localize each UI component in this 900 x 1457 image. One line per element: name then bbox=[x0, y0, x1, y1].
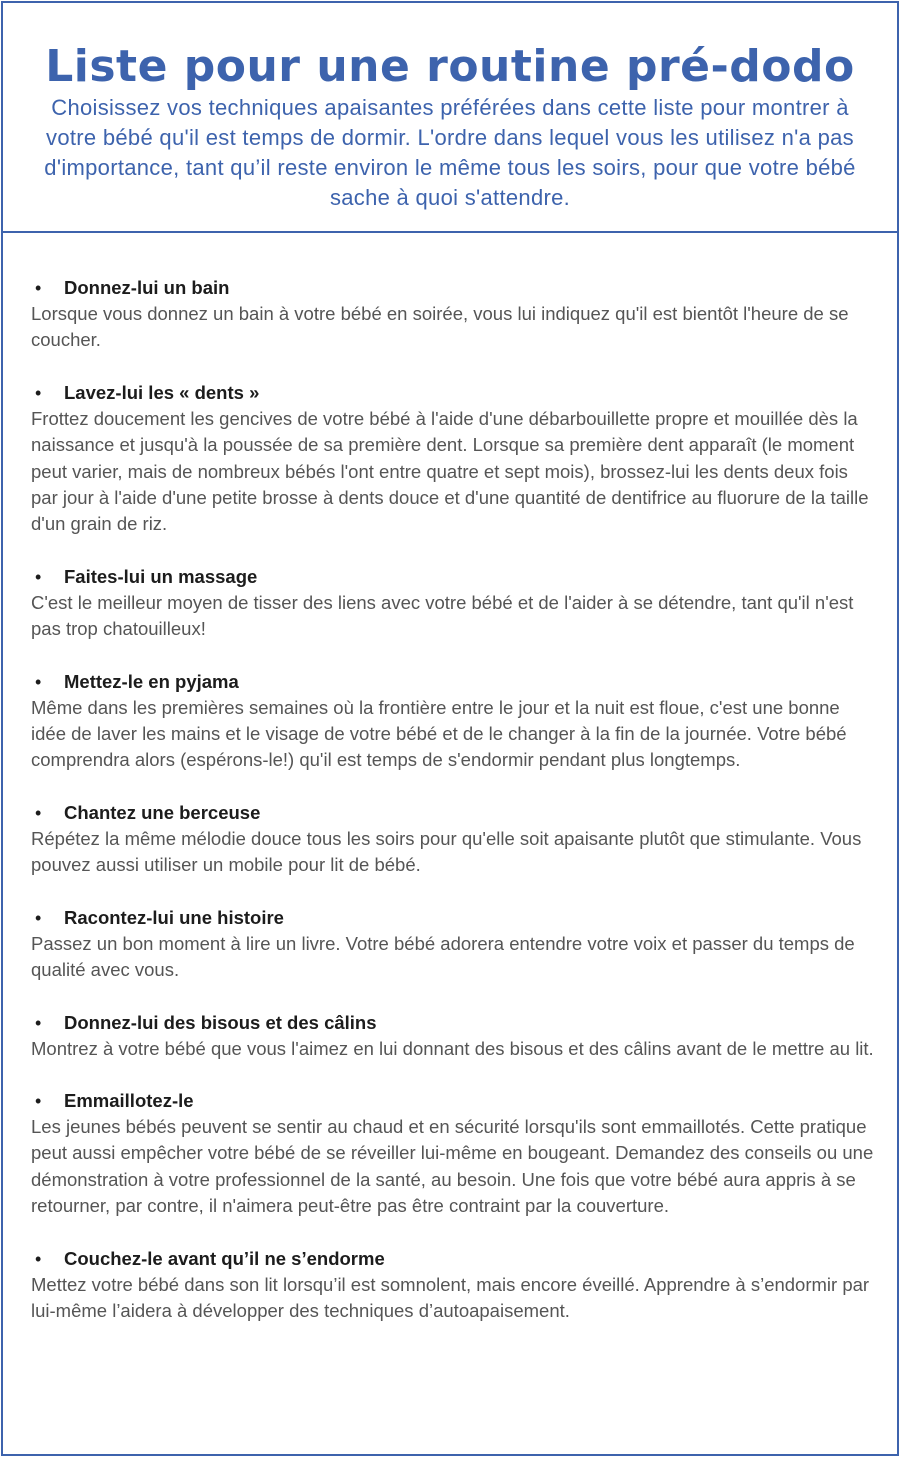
item-description: Frottez doucement les gencives de votre bébé à l'aide d'une débarbouillette propre et mouillée dès la naissance et jusqu'à la poussée de sa première dent. Lorsque sa première dent apparaît (le moment peut varier, mais de nombreux bébés l'ont entre quatre et sept mois), brossez-lui les dents deux fois par jour à l'aide d'une petite brosse à dents douce et d'une quantité de dentifrice au fluorure de la taille d'un grain de riz. bbox=[31, 407, 869, 535]
item-title: Lavez-lui les « dents » bbox=[64, 381, 260, 403]
item-description: Montrez à votre bébé que vous l'aimez en lui donnant des bisous et des câlins avant de le mettre au lit. bbox=[31, 1037, 874, 1059]
bullet-icon: • bbox=[35, 1090, 42, 1111]
bullet-icon: • bbox=[35, 566, 42, 587]
list-item bbox=[31, 275, 876, 354]
checklist-card bbox=[1, 1, 899, 1456]
list-item bbox=[31, 669, 876, 774]
item-description: Les jeunes bébés peuvent se sentir au chaud et en sécurité lorsqu'ils sont emmaillotés. Cette pratique peut aussi empêcher votre bébé de se réveiller lui-même en bougeant. Demandez des conseils ou une démonstration à votre professionnel de la santé, au besoin. Une fois que votre bébé aura appris à se retourner, par contre, il n'aimera peut-être pas être contraint par la couverture. bbox=[31, 1115, 874, 1217]
bullet-icon: • bbox=[35, 907, 42, 928]
item-title: Couchez-le avant qu’il ne s’endorme bbox=[64, 1247, 385, 1269]
item-title: Donnez-lui des bisous et des câlins bbox=[64, 1011, 377, 1033]
item-title: Mettez-le en pyjama bbox=[64, 670, 239, 692]
item-description: Lorsque vous donnez un bain à votre bébé en soirée, vous lui indiquez qu'il est bientôt l'heure de se coucher. bbox=[31, 303, 849, 351]
item-title: Emmaillotez-le bbox=[64, 1089, 194, 1111]
item-title: Racontez-lui une histoire bbox=[64, 906, 284, 928]
page-title: Liste pour une routine pré-dodo bbox=[45, 41, 855, 92]
list-item bbox=[31, 800, 876, 879]
list-item bbox=[31, 380, 876, 538]
item-title: Donnez-lui un bain bbox=[64, 277, 230, 298]
bullet-icon: • bbox=[35, 382, 42, 403]
item-description: C'est le meilleur moyen de tisser des liens avec votre bébé et de l'aider à se détendre, tant qu'il n'est pas trop chatouilleux! bbox=[31, 591, 854, 640]
item-title: Chantez une berceuse bbox=[64, 801, 261, 823]
bullet-icon: • bbox=[35, 1248, 42, 1269]
bullet-icon: • bbox=[35, 671, 42, 692]
item-description: Mettez votre bébé dans son lit lorsqu’il est somnolent, mais encore éveillé. Apprendre à s’endormir par lui-même l’aidera à développer des techniques d’autoapaisement. bbox=[31, 1273, 870, 1321]
list-item bbox=[31, 1088, 876, 1220]
list-item bbox=[31, 1010, 876, 1062]
list-item bbox=[31, 905, 876, 984]
item-description: Même dans les premières semaines où la frontière entre le jour et la nuit est floue, c'est une bonne idée de laver les mains et le visage de votre bébé et de le changer à la fin de la journée. Votre bébé comprendra alors (espérons-le!) qu'il est temps de s'endormir pendant plus longtemps. bbox=[31, 696, 847, 771]
bullet-icon: • bbox=[35, 278, 42, 298]
bullet-icon: • bbox=[35, 1012, 42, 1033]
list-item bbox=[31, 564, 876, 643]
list-item bbox=[31, 1246, 876, 1325]
intro-text: Choisissez vos techniques apaisantes préférées dans cette liste pour montrer à votre bébé qu'il est temps de dormir. L'ordre dans lequel vous les utilisez n'a pas d'importance, tant qu’il reste environ le même tous les soirs, pour que votre bébé sache à quoi s'attendre. bbox=[44, 95, 856, 210]
bullet-icon: • bbox=[35, 802, 42, 823]
routine-list bbox=[31, 275, 876, 1350]
item-title: Faites-lui un massage bbox=[64, 565, 258, 587]
item-description: Passez un bon moment à lire un livre. Votre bébé adorera entendre votre voix et passer du temps de qualité avec vous. bbox=[31, 932, 855, 981]
header-section bbox=[3, 3, 897, 233]
item-description: Répétez la même mélodie douce tous les soirs pour qu'elle soit apaisante plutôt que stimulante. Vous pouvez aussi utiliser un mobile pour lit de bébé. bbox=[31, 827, 862, 876]
